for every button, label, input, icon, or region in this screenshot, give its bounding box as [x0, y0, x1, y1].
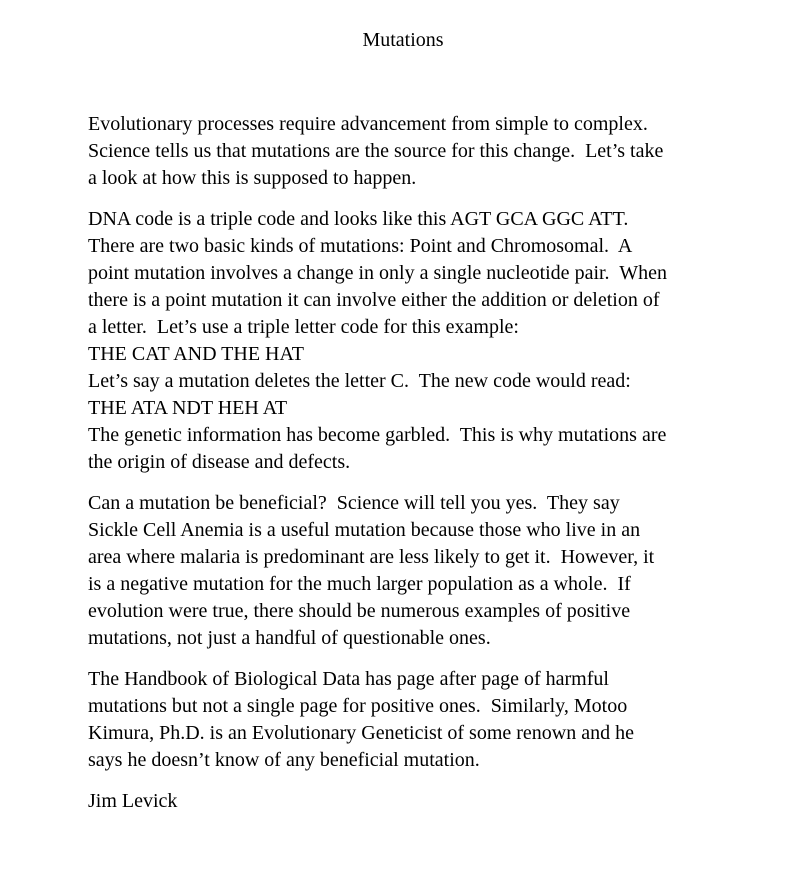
text-line: point mutation involves a change in only a single nucleotide pair. When: [88, 262, 667, 284]
paragraph-intro: [88, 111, 718, 192]
text-line: a look at how this is supposed to happen.: [88, 167, 417, 189]
text-line: area where malaria is predominant are less likely to get it. However, it: [88, 546, 655, 568]
text-line: Kimura, Ph.D. is an Evolutionary Geneticist of some renown and he: [88, 722, 634, 744]
text-line: Evolutionary processes require advancement from simple to complex.: [88, 113, 648, 135]
author-signature: Jim Levick: [88, 790, 178, 812]
text-line-code-example: THE ATA NDT HEH AT: [88, 397, 288, 419]
text-line: There are two basic kinds of mutations: Point and Chromosomal. A: [88, 235, 633, 257]
text-line: evolution were true, there should be numerous examples of positive: [88, 600, 631, 622]
text-line: mutations, not just a handful of questionable ones.: [88, 627, 491, 649]
text-line: the origin of disease and defects.: [88, 451, 351, 473]
text-line: Science tells us that mutations are the source for this change. Let’s take: [88, 140, 664, 162]
text-line: says he doesn’t know of any beneficial mutation.: [88, 749, 480, 771]
text-line: The genetic information has become garbled. This is why mutations are: [88, 424, 667, 446]
text-line: mutations but not a single page for positive ones. Similarly, Motoo: [88, 695, 628, 717]
text-line: DNA code is a triple code and looks like this AGT GCA GGC ATT.: [88, 208, 629, 230]
document-title: Mutations: [362, 29, 444, 51]
paragraph-handbook: [88, 666, 718, 774]
text-line: there is a point mutation it can involve either the addition or deletion of: [88, 289, 660, 311]
paragraph-beneficial-mutation: [88, 490, 718, 652]
text-line: The Handbook of Biological Data has page after page of harmful: [88, 668, 609, 690]
paragraph-dna-code: [88, 206, 718, 476]
text-line: Can a mutation be beneficial? Science will tell you yes. They say: [88, 492, 620, 514]
text-line: Sickle Cell Anemia is a useful mutation because those who live in an: [88, 519, 641, 541]
text-line: is a negative mutation for the much larger population as a whole. If: [88, 573, 631, 595]
text-line: a letter. Let’s use a triple letter code for this example:: [88, 316, 519, 338]
text-line: Let’s say a mutation deletes the letter C. The new code would read:: [88, 370, 631, 392]
text-line-code-example: THE CAT AND THE HAT: [88, 343, 304, 365]
